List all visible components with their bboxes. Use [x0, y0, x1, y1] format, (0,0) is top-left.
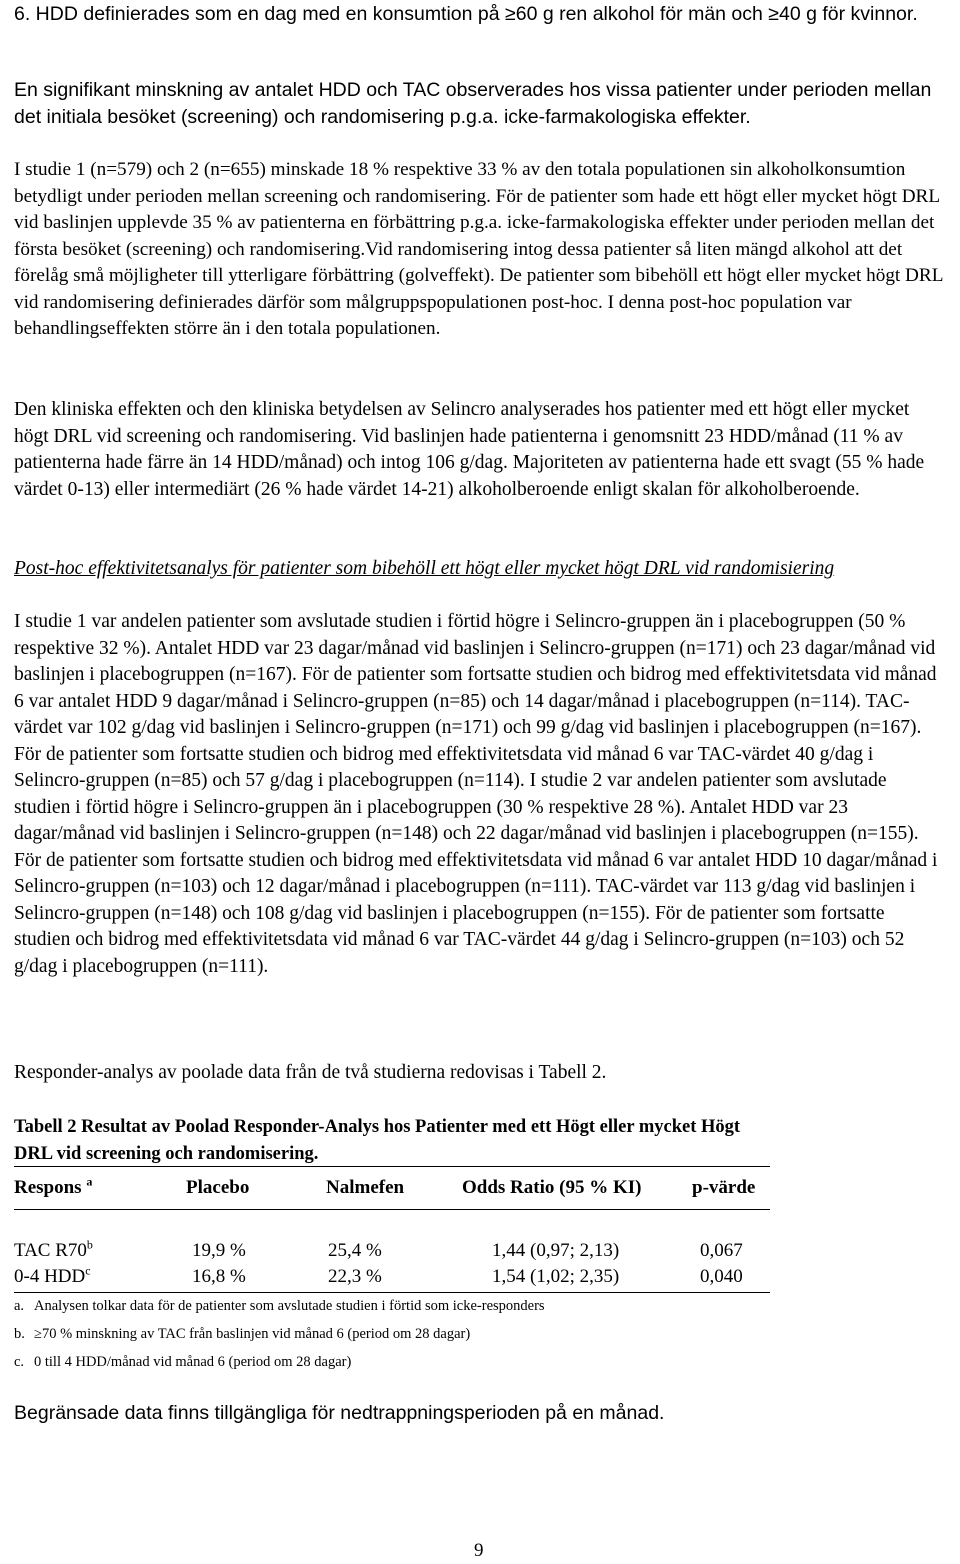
table-footnote [14, 1352, 351, 1372]
cell-p-value: 0,067 [700, 1240, 743, 1261]
posthoc-heading: Post-hoc effektivitetsanalys för patienter som bibehöll ett högt eller mycket högt DRL vid randomisiering [14, 558, 835, 579]
table-header-row [14, 1167, 770, 1210]
row-label: 0-4 HDD$^c$ [14, 1263, 91, 1287]
footnote-text: 0 till 4 HDD/månad vid månad 6 (period om 28 dagar) [34, 1354, 352, 1370]
paragraph-posthoc: I studie 1 var andelen patienter som avslutade studien i förtid högre i Selincro-gruppen än i placebogruppen (50 % respektive 32 %). Antalet HDD var 23 dagar/månad vid baslinjen i Selincro-gruppen (n=171) och 23 dagar/månad vid baslinjen i placebogruppen (n=167). För de patienter som fortsatte studien och bidrog med effektivitetsdata vid månad 6 var antalet HDD 9 dagar/månad i Selincro-gruppen (n=85) och 14 dagar/månad i placebogruppen (n=114). TAC-värdet var 102 g/dag vid baslinjen i Selincro-gruppen (n=171) och 99 g/dag vid baslinjen i placebogruppen (n=167). För de patienter som fortsatte studien och bidrog med effektivitetsdata vid månad 6 var TAC-värdet 40 g/dag i Selincro-gruppen (n=85) och 57 g/dag i placebogruppen (n=114). I studie 2 var andelen patienter som avslutade studien i förtid högre i Selincro-gruppen än i placebogruppen (30 % respektive 28 %). Antalet HDD var 23 dagar/månad vid baslinjen i Selincro-gruppen (n=148) och 22 dagar/månad vid baslinjen i placebogruppen (n=155). För de patienter som fortsatte studien och bidrog med effektivitetsdata vid månad 6 var antalet HDD 10 dagar/månad i Selincro-gruppen (n=103) och 12 dagar/månad i placebogruppen (n=111). TAC-värdet var 113 g/dag vid baslinjen i Selincro-gruppen (n=148) och 108 g/dag vid baslinjen i placebogruppen (n=155). För de patienter som fortsatte studien och bidrog med effektivitetsdata vid månad 6 var TAC-värdet 44 g/dag i Selincro-gruppen (n=103) och 52 g/dag i placebogruppen (n=111). [14, 611, 938, 977]
definition-hdd-item: 6. HDD definierades som en dag med en konsumtion på ≥60 g ren alkohol för män och ≥40 g för kvinnor. [14, 3, 918, 25]
cell-odds-ratio: 1,54 (1,02; 2,35) [492, 1266, 620, 1287]
table-row [14, 1210, 770, 1263]
page-number: 9 [474, 1540, 484, 1561]
footnote-text: Analysen tolkar data för de patienter som avslutade studien i förtid som icke-responders [34, 1298, 545, 1314]
cell-placebo: 16,8 % [192, 1266, 246, 1287]
cell-nalmefen: 25,4 % [328, 1240, 382, 1261]
row-label: TAC R70$^b$ [14, 1237, 93, 1261]
table-caption: Tabell 2 Resultat av Poolad Responder-Analys hos Patienter med ett Högt eller mycket Högt DRL vid screening och randomisering. [14, 1117, 741, 1164]
footnote-label: c. [14, 1354, 25, 1370]
cell-placebo: 19,9 % [192, 1240, 246, 1261]
cell-odds-ratio: 1,44 (0,97; 2,13) [492, 1240, 620, 1261]
header-nalmefen: Nalmefen [326, 1177, 405, 1198]
cell-p-value: 0,040 [700, 1266, 743, 1287]
paragraph-responder: Responder-analys av poolade data från de två studierna redovisas i Tabell 2. [14, 1062, 607, 1083]
paragraph-clinical-effect: Den kliniska effekten och den kliniska betydelsen av Selincro analyserades hos patienter med ett högt eller mycket högt DRL vid screening och randomisering. Vid baslinjen hade patienterna i genomsnitt 23 HDD/månad (11 % av patienterna hade färre än 14 HDD/månad) och intog 106 g/dag. Majoriteten av patienterna hade ett svagt (55 % hade värdet 0-13) eller intermediärt (26 % hade värdet 14-21) alkoholberoende enligt skalan för alkoholberoende. [14, 399, 925, 500]
table-row [14, 1262, 770, 1293]
table-footnote [14, 1296, 545, 1316]
paragraph-limited-data: Begränsade data finns tillgängliga för nedtrappningsperioden på en månad. [14, 1402, 665, 1424]
paragraph-reduction: En signifikant minskning av antalet HDD och TAC observerades hos vissa patienter under perioden mellan det initiala besöket (screening) och randomisering p.g.a. icke-farmakologiska effekter. [14, 79, 932, 128]
footnote-text: ≥70 % minskning av TAC från baslinjen vid månad 6 (period om 28 dagar) [34, 1326, 471, 1342]
table-footnote [14, 1324, 470, 1344]
cell-nalmefen: 22,3 % [328, 1266, 382, 1287]
footnote-label: b. [14, 1326, 25, 1342]
paragraph-studies: I studie 1 (n=579) och 2 (n=655) minskade 18 % respektive 33 % av den totala populationen sin alkoholkonsumtion betydligt under perioden mellan screening och randomisering. För de patienter som hade ett högt eller mycket högt DRL vid baslinjen upplevde 35 % av patienterna en förbättring p.g.a. icke-farmakologiska effekter under perioden mellan det första besöket (screening) och randomisering.Vid randomisering intog dessa patienter så liten mängd alkohol att det förelåg små möjligheter till ytterligare förbättring (golveffekt). De patienter som bibehöll ett högt eller mycket högt DRL vid randomisering definierades därför som målgruppspopulationen post-hoc. I denna post-hoc population var behandlingseffekten större än i den totala populationen. [14, 159, 943, 339]
header-odds-ratio: Odds Ratio (95 % KI) [462, 1177, 642, 1198]
responder-table [14, 1166, 770, 1293]
header-respons: Respons $^a$ [14, 1174, 93, 1198]
footnote-label: a. [14, 1298, 25, 1314]
header-placebo: Placebo [186, 1177, 250, 1198]
header-p-value: p-värde [692, 1177, 756, 1198]
